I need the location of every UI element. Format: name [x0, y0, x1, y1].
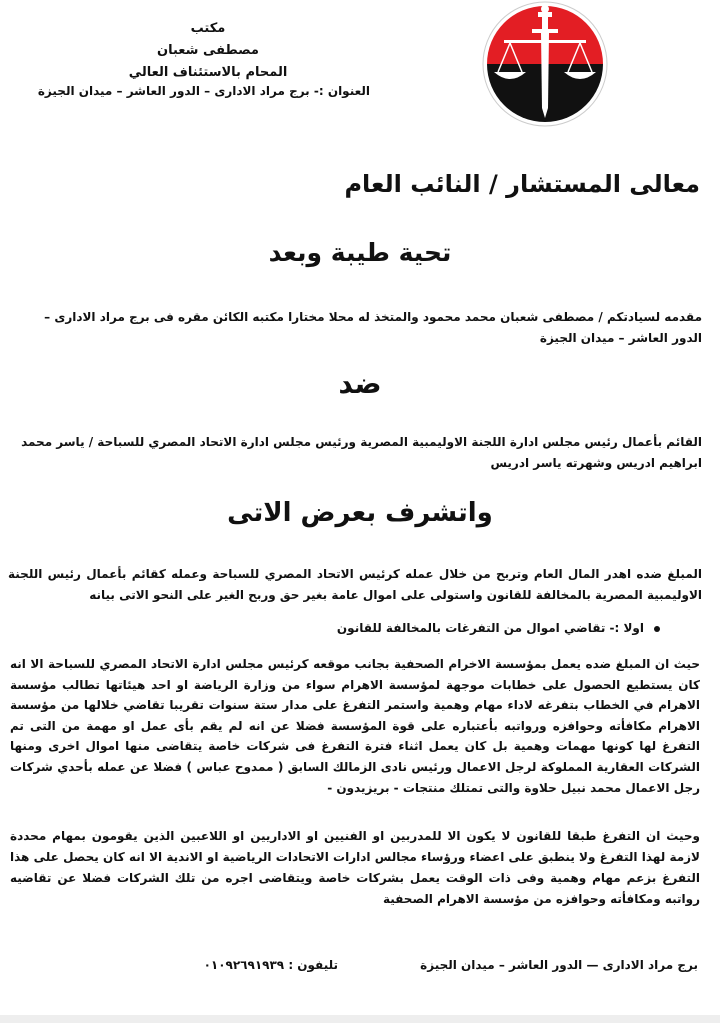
office-address: العنوان :- برج مراد الادارى – الدور العاشر – ميدان الجيزة: [37, 84, 370, 98]
footer-phone: تليفون : ٠١٠٩٢٦٩١٩٣٩: [203, 958, 338, 972]
footer-address: برج مراد الادارى — الدور العاشر – ميدان الجيزة: [420, 958, 698, 972]
point-one-text: اولا :- تقاضي اموال من التفرغات بالمخالفة للقانون: [336, 621, 644, 635]
summary-paragraph: المبلغ ضده اهدر المال العام وتربح من خلال عمله كرئيس الاتحاد المصري للسباحة وعمله كقائم بأعمال رئيس اللجنة الاوليمبية المصرية بالمخالفة للقانون واستولى على اموال عامة بغير حق وربح الغير على النحو الاتى بيانه: [8, 567, 702, 602]
against-heading: ضد: [338, 367, 382, 400]
scales-of-justice-and-sword-icon: [480, 0, 610, 130]
intro-paragraph: مقدمه لسيادتكم / مصطفى شعبان محمد محمود والمتخذ له محلا مختارا مكتبه الكائن مقره فى برج مراد الادارى – الدور العاشر – ميدان الجيزة: [44, 310, 702, 345]
presentation-heading: واتشرف بعرض الاتى: [227, 498, 493, 528]
addressee-heading: معالى المستشار / النائب العام: [344, 170, 700, 198]
office-label: مكتب: [190, 21, 226, 36]
lawyer-name: مصطفى شعبان: [157, 43, 259, 58]
bullet-icon: [654, 626, 660, 632]
body-paragraph-one: حيث ان المبلغ ضده يعمل بمؤسسة الاخرام الصحفية بجانب موقعه كرئيس مجلس ادارة الاتحاد المصري للسباحة الا انه كان يستطيع الحصول على خطابات موجهة لمؤسسة الاهرام سواء من وزارة الرياضة او احد هيئاتها تطالب مؤسسة الاهرام في الخطاب بتفرغه لاداء مهام وهمية واستمر التفرغ على مدار ستة سنوات تقريبا تقاضي خلالها من مؤسسة الاهرام مكافأته وحوافزه ورواتبه بأعتباره على قوة المؤسسة فضلا عن انه لم يقم بأى عمل او مهمة من التى تم التفرغ لها كونها مهمات وهمية بل كان يعمل اثناء فترة التفرغ فى شركات خاصة يتقاضى منها اموال اخرى ومنها الشركات العقارية المملوكة لرجل الاعمال ورئيس نادى الزمالك السابق ( ممدوح عباس ) فضلا عن عمله بأحدي شركات رجل الاعمال محمد نبيل حلاوة والتى تمتلك منتجات - بريزيدون -: [10, 657, 700, 795]
defendant-paragraph: القائم بأعمال رئيس مجلس ادارة اللجنة الاوليمبية المصرية ورئيس مجلس ادارة الاتحاد المصري للسباحة / ياسر محمد ابراهيم ادريس وشهرته ياسر ادريس: [21, 435, 702, 470]
greeting-heading: تحية طيبة وبعد: [268, 238, 452, 267]
bottom-edge: [0, 1015, 720, 1023]
lawyer-title: المحام بالاستئناف العالي: [128, 65, 288, 80]
office-header: [48, 18, 368, 84]
point-one-item: [337, 621, 660, 635]
body-paragraph-two: وحيث ان التفرغ طبقا للقانون لا يكون الا للمدربين او الفنيين او الاداريين او اللاعبين الذين يقومون بمهام محددة لازمة لهذا التفرغ ولا ينطبق على اعضاء ورؤساء مجالس ادارات الاتحادات الرياضية او الاندية الا انه كان يحصل على هذا التفرغ بزعم مهام وهمية وفى ذات الوقت يعمل بشركات خاصة ويتقاضى اجره من تلك الشركات فضلا عن تقاضيه رواتبه ومكافأته وحوافزه من مؤسسة الاهرام الصحفية: [10, 829, 700, 906]
